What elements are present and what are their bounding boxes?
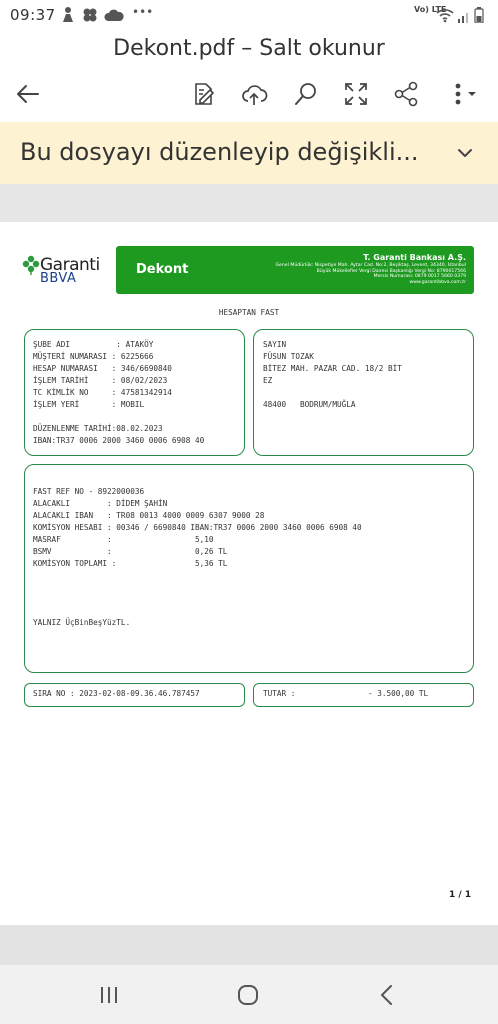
battery-icon	[474, 7, 484, 27]
bank-name: T. Garanti Bankası A.Ş.	[363, 253, 466, 262]
viewer-bottom-area	[0, 925, 498, 965]
sequence-number: SIRA NO : 2023-02-08-09.36.46.787457	[33, 689, 200, 698]
logo-garanti: Garanti	[40, 255, 100, 275]
home-button[interactable]	[235, 982, 261, 1008]
search-icon[interactable]	[288, 76, 324, 112]
bank-info: Genel Müdürlük: Nispetiye Mah. Aytar Cad. No:2, Beşiktaş, Levent, 34340, İstanbul Büyük Mükellefler Vergi Dairesi Başkanlığı Vergi No: 8790017566 Mersis Numarası: 0879 0017 5660 0379 www.garantibbva.com.tr	[275, 263, 466, 285]
transfer-details-text: FAST REF NO - 8922000036 ALACAKLI : DİDEM ŞAHİN ALACAKLI IBAN : TR08 0013 4000 0009 6307 9000 28 KOMİSYON HESABI : 00346 / 6690840 IBAN:TR37 0006 2000 3460 0006 6908 40 MASRAF : 5,10 BSMV : 0,26 TL KOMİSYON TOPLAMI : 5,36 TL	[33, 487, 362, 568]
expand-icon[interactable]	[338, 76, 374, 112]
more-vertical-icon[interactable]	[444, 76, 484, 112]
pinwheel-icon	[82, 7, 98, 27]
back-arrow-icon[interactable]	[10, 76, 46, 112]
more-dots: •••	[132, 5, 154, 19]
back-button[interactable]	[374, 982, 400, 1008]
status-time: 09:37	[10, 6, 56, 24]
cloud-icon	[104, 8, 124, 26]
total-label: TUTAR :	[263, 689, 296, 698]
share-icon[interactable]	[388, 76, 424, 112]
person-icon	[60, 6, 76, 28]
dekont-label: Dekont	[136, 262, 189, 277]
total-value: - 3.500,00 TL	[368, 689, 429, 698]
banner-text: Bu dosyayı düzenleyip değişikli...	[20, 138, 419, 166]
transaction-type: HESAPTAN FAST	[218, 308, 280, 317]
volte-icon: Vo) LTE	[414, 5, 447, 14]
page-number: 1 / 1	[449, 890, 472, 900]
wifi-icon	[436, 7, 454, 27]
amount-in-words: YALNIZ ÜçBinBeşYüzTL.	[33, 618, 131, 627]
recents-button[interactable]	[96, 982, 122, 1008]
edit-document-icon[interactable]	[186, 76, 222, 112]
chevron-down-icon[interactable]	[452, 140, 478, 166]
logo-bbva: BBVA	[40, 271, 77, 286]
garanti-logo-icon	[22, 254, 40, 276]
customer-info-text: ŞUBE ADI : ATAKÖY MÜŞTERİ NUMARASI : 6225666 HESAP NUMARASI : 346/6690840 İŞLEM TARİHİ : 08/02/2023 TC KİMLİK NO : 47581342914 İŞLEM YERİ : MOBIL DÜZENLENME TARİHİ:08.02.2023 IBAN:TR37 0006 2000 3460 0006 6908 40	[33, 340, 205, 445]
cloud-upload-icon[interactable]	[236, 76, 272, 112]
signal-icon	[457, 8, 471, 27]
recipient-address-text: SAYIN FÜSUN TOZAK BİTEZ MAH. PAZAR CAD. 18/2 BİT EZ 48400 BODRUM/MUĞLA	[263, 340, 402, 409]
document-title: Dekont.pdf – Salt okunur	[113, 36, 385, 61]
